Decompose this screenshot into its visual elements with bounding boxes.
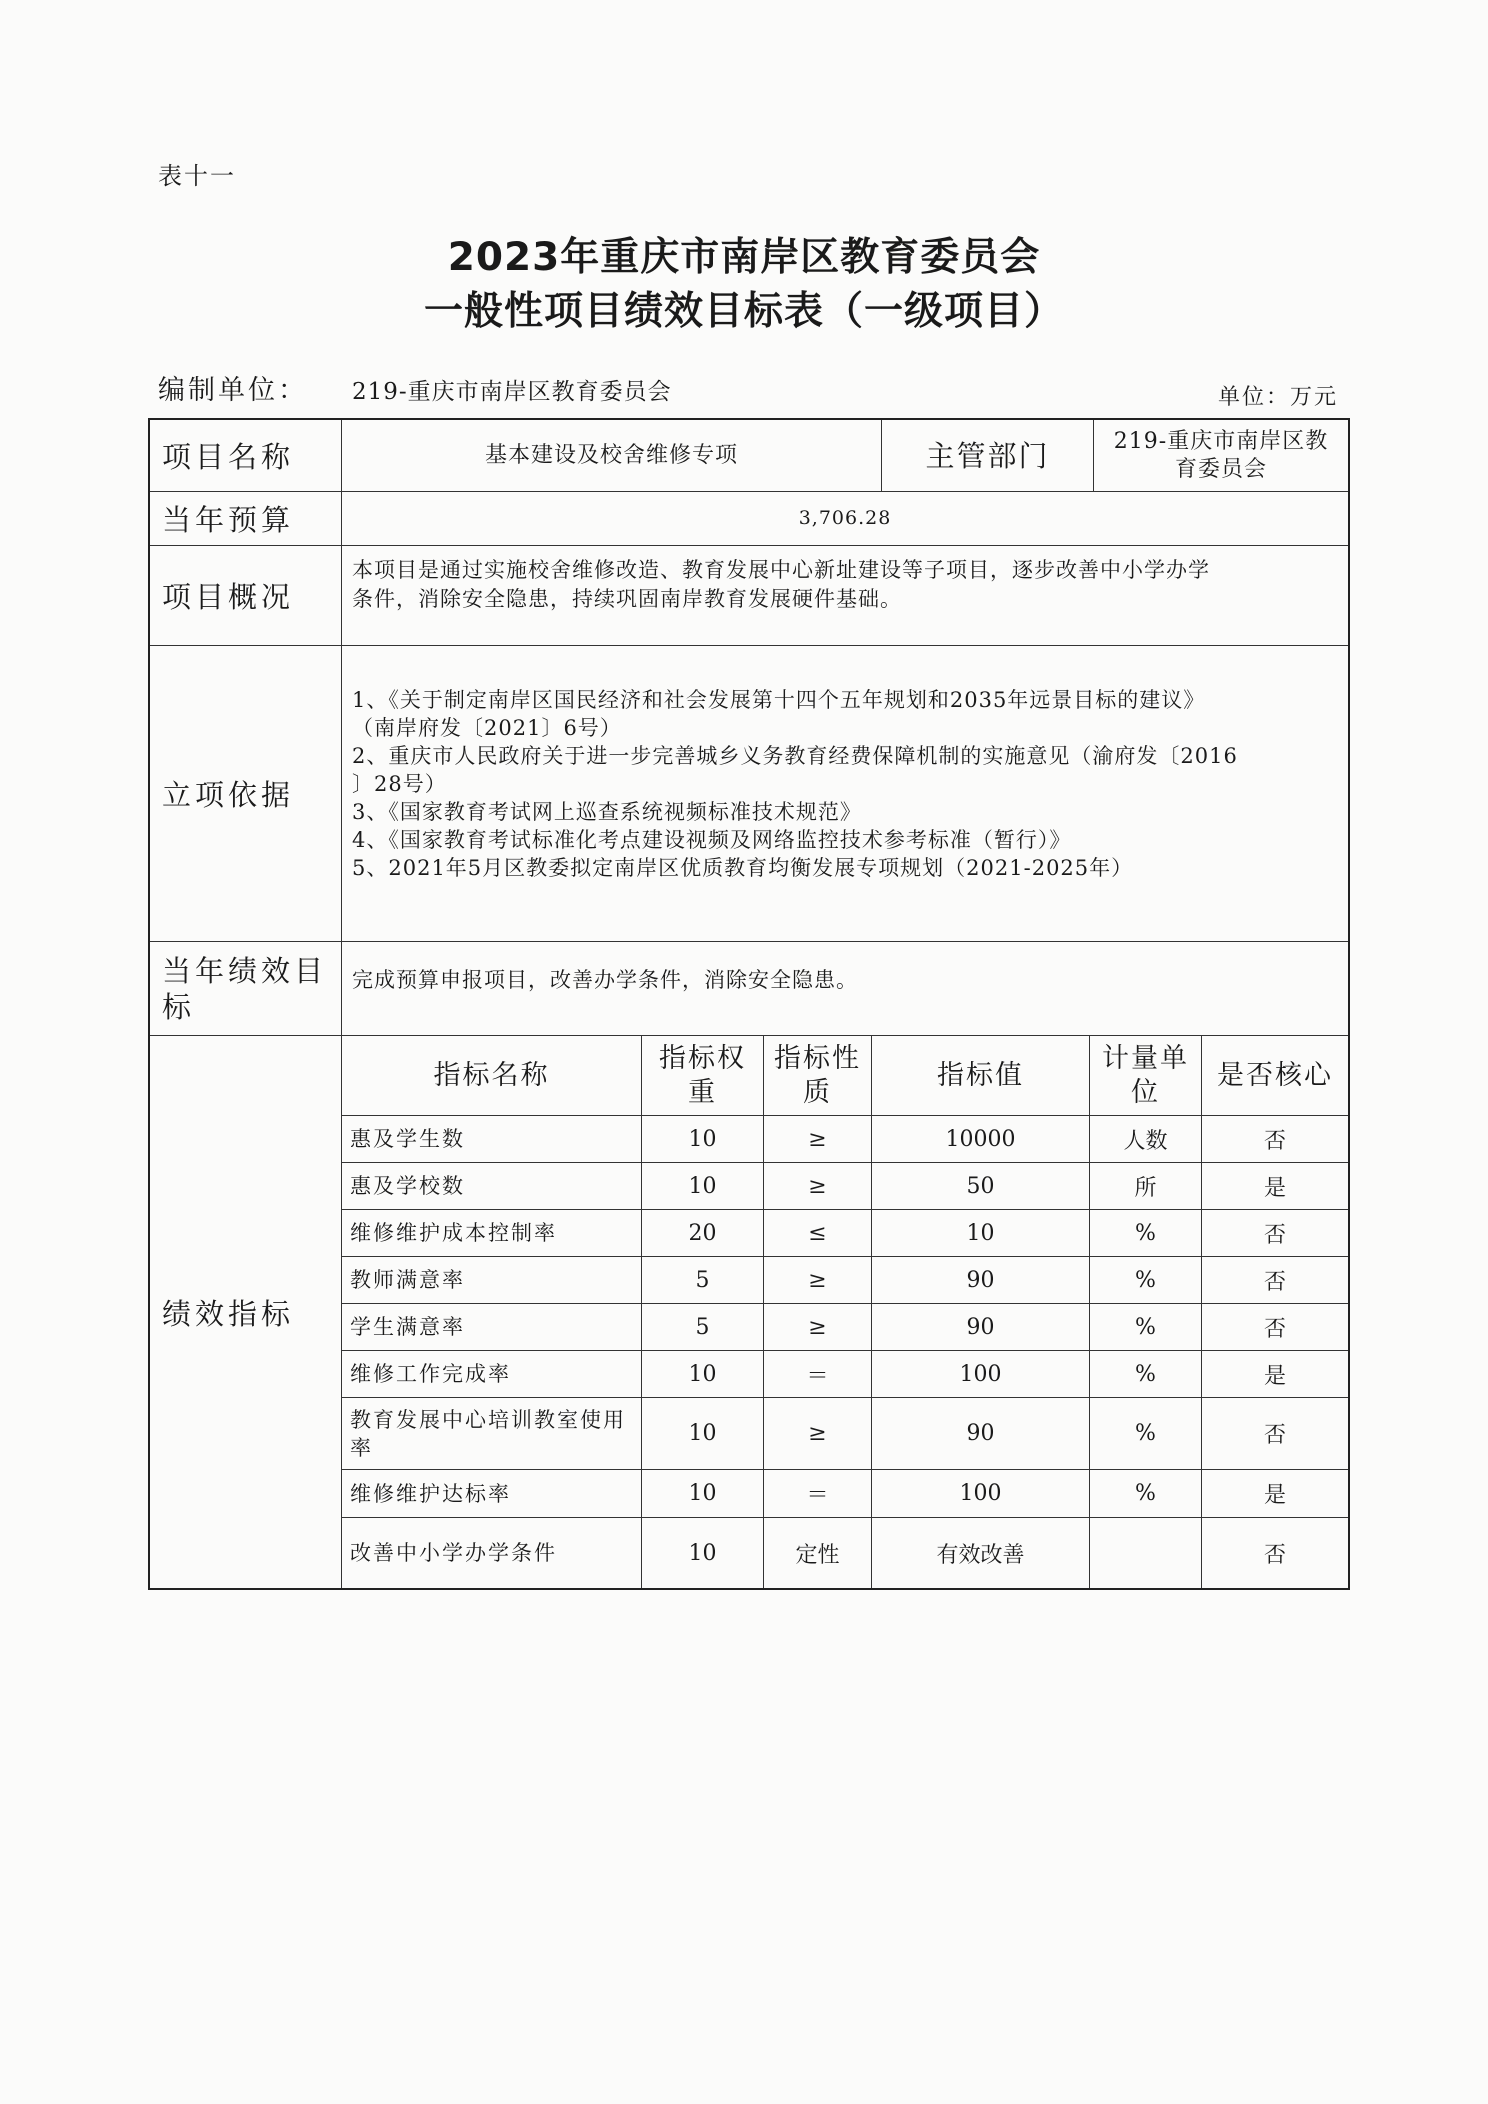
indicator-weight: 10 <box>642 1518 764 1588</box>
indicator-name: 惠及学校数 <box>342 1163 642 1210</box>
indicator-value: 90 <box>872 1398 1090 1470</box>
indicator-value: 100 <box>872 1470 1090 1518</box>
indicator-core: 是 <box>1202 1351 1348 1398</box>
indicator-name: 维修维护达标率 <box>342 1470 642 1518</box>
basis-line-5: 3、《国家教育考试网上巡查系统视频标准技术规范》 <box>352 800 862 824</box>
indicator-name: 改善中小学办学条件 <box>342 1518 642 1588</box>
compile-unit-label: 编制单位： <box>158 375 308 406</box>
indicator-weight: 10 <box>642 1351 764 1398</box>
document-title-line1: 2023年重庆市南岸区教育委员会 <box>447 235 1041 280</box>
header-unit-line2: 位 <box>1131 1076 1160 1108</box>
header-nature-line2: 质 <box>803 1076 832 1108</box>
currency-unit: 单位：万元 <box>1217 385 1338 410</box>
indicator-nature: ≥ <box>764 1116 872 1163</box>
indicator-unit: % <box>1090 1257 1202 1304</box>
indicator-nature: ≥ <box>764 1257 872 1304</box>
basis-line-6: 4、《国家教育考试标准化考点建设视频及网络监控技术参考标准（暂行）》 <box>352 828 1072 852</box>
project-name-label: 项目名称 <box>150 420 342 492</box>
indicator-unit: % <box>1090 1470 1202 1518</box>
indicator-unit: 所 <box>1090 1163 1202 1210</box>
indicator-nature: ≥ <box>764 1398 872 1470</box>
indicator-value: 10000 <box>872 1116 1090 1163</box>
indicator-weight: 5 <box>642 1304 764 1351</box>
header-weight-line2: 重 <box>688 1076 717 1108</box>
indicator-name: 惠及学生数 <box>342 1116 642 1163</box>
basis-line-3: 2、重庆市人民政府关于进一步完善城乡义务教育经费保障机制的实施意见（渝府发〔2016 <box>352 744 1238 768</box>
goal-label-line2: 标 <box>162 989 196 1024</box>
indicator-value: 90 <box>872 1257 1090 1304</box>
basis-line-1: 1、《关于制定南岸区国民经济和社会发展第十四个五年规划和2035年远景目标的建议》 <box>352 688 1206 712</box>
goal-value: 完成预算申报项目，改善办学条件，消除安全隐患。 <box>342 942 1348 1036</box>
indicator-name: 维修维护成本控制率 <box>342 1210 642 1257</box>
overview-label: 项目概况 <box>150 546 342 646</box>
indicator-weight: 10 <box>642 1163 764 1210</box>
indicator-core: 否 <box>1202 1210 1348 1257</box>
overview-line1: 本项目是通过实施校舍维修改造、教育发展中心新址建设等子项目，逐步改善中小学办学 <box>352 558 1210 582</box>
indicator-core: 是 <box>1202 1470 1348 1518</box>
dept-value-line1: 219-重庆市南岸区教 <box>1113 428 1329 454</box>
compile-unit <box>158 368 672 407</box>
basis-line-4: 〕28号） <box>352 772 447 796</box>
indicator-nature: ＝ <box>764 1351 872 1398</box>
indicator-value: 10 <box>872 1210 1090 1257</box>
header-value: 指标值 <box>872 1036 1090 1116</box>
perf-label: 绩效指标 <box>150 1036 342 1588</box>
indicator-weight: 20 <box>642 1210 764 1257</box>
indicator-nature: ≥ <box>764 1163 872 1210</box>
indicator-weight: 10 <box>642 1116 764 1163</box>
project-name-value: 基本建设及校舍维修专项 <box>342 420 882 492</box>
indicator-core: 否 <box>1202 1304 1348 1351</box>
overview-value <box>342 546 1348 646</box>
header-weight <box>642 1036 764 1116</box>
indicator-unit: % <box>1090 1398 1202 1470</box>
header-nature <box>764 1036 872 1116</box>
indicator-name: 教育发展中心培训教室使用率 <box>342 1398 642 1470</box>
indicator-name: 维修工作完成率 <box>342 1351 642 1398</box>
indicator-nature: ≥ <box>764 1304 872 1351</box>
basis-line-7: 5、2021年5月区教委拟定南岸区优质教育均衡发展专项规划（2021-2025年） <box>352 856 1134 880</box>
indicator-value: 50 <box>872 1163 1090 1210</box>
basis-line-2: （南岸府发〔2021〕6号） <box>352 716 622 740</box>
indicator-name: 学生满意率 <box>342 1304 642 1351</box>
indicator-core: 否 <box>1202 1257 1348 1304</box>
indicator-unit: % <box>1090 1210 1202 1257</box>
indicator-nature: ≤ <box>764 1210 872 1257</box>
header-unit <box>1090 1036 1202 1116</box>
document-title-line2: 一般性项目绩效目标表（一级项目） <box>423 289 1064 334</box>
indicator-value: 100 <box>872 1351 1090 1398</box>
performance-table <box>148 418 1350 1590</box>
indicator-core: 是 <box>1202 1163 1348 1210</box>
indicator-nature: 定性 <box>764 1518 872 1588</box>
table-tag: 表十一 <box>158 162 236 190</box>
compile-unit-value: 219-重庆市南岸区教育委员会 <box>352 379 672 405</box>
basis-label: 立项依据 <box>150 646 342 942</box>
indicator-unit: % <box>1090 1304 1202 1351</box>
indicator-weight: 5 <box>642 1257 764 1304</box>
budget-label: 当年预算 <box>150 492 342 546</box>
indicator-nature: ＝ <box>764 1470 872 1518</box>
indicator-name: 教师满意率 <box>342 1257 642 1304</box>
indicator-weight: 10 <box>642 1470 764 1518</box>
basis-value <box>342 646 1348 942</box>
dept-value-line2: 育委员会 <box>1174 456 1267 482</box>
goal-label <box>150 942 342 1036</box>
header-core: 是否核心 <box>1202 1036 1348 1116</box>
header-unit-line1: 计量单 <box>1102 1042 1189 1074</box>
indicator-value: 有效改善 <box>872 1518 1090 1588</box>
overview-line2: 条件，消除安全隐患，持续巩固南岸教育发展硬件基础。 <box>352 587 902 611</box>
indicator-core: 否 <box>1202 1398 1348 1470</box>
indicator-unit: % <box>1090 1351 1202 1398</box>
dept-value <box>1094 420 1348 492</box>
header-name: 指标名称 <box>342 1036 642 1116</box>
indicator-core: 否 <box>1202 1116 1348 1163</box>
indicator-value: 90 <box>872 1304 1090 1351</box>
goal-label-line1: 当年绩效目 <box>162 953 328 988</box>
budget-value: 3,706.28 <box>342 492 1348 546</box>
header-weight-line1: 指标权 <box>659 1042 746 1074</box>
indicator-unit <box>1090 1518 1202 1588</box>
indicator-core: 否 <box>1263 1542 1286 1568</box>
header-nature-line1: 指标性 <box>774 1042 861 1074</box>
indicator-unit: 人数 <box>1090 1116 1202 1163</box>
dept-label: 主管部门 <box>882 420 1094 492</box>
indicator-weight: 10 <box>642 1398 764 1470</box>
